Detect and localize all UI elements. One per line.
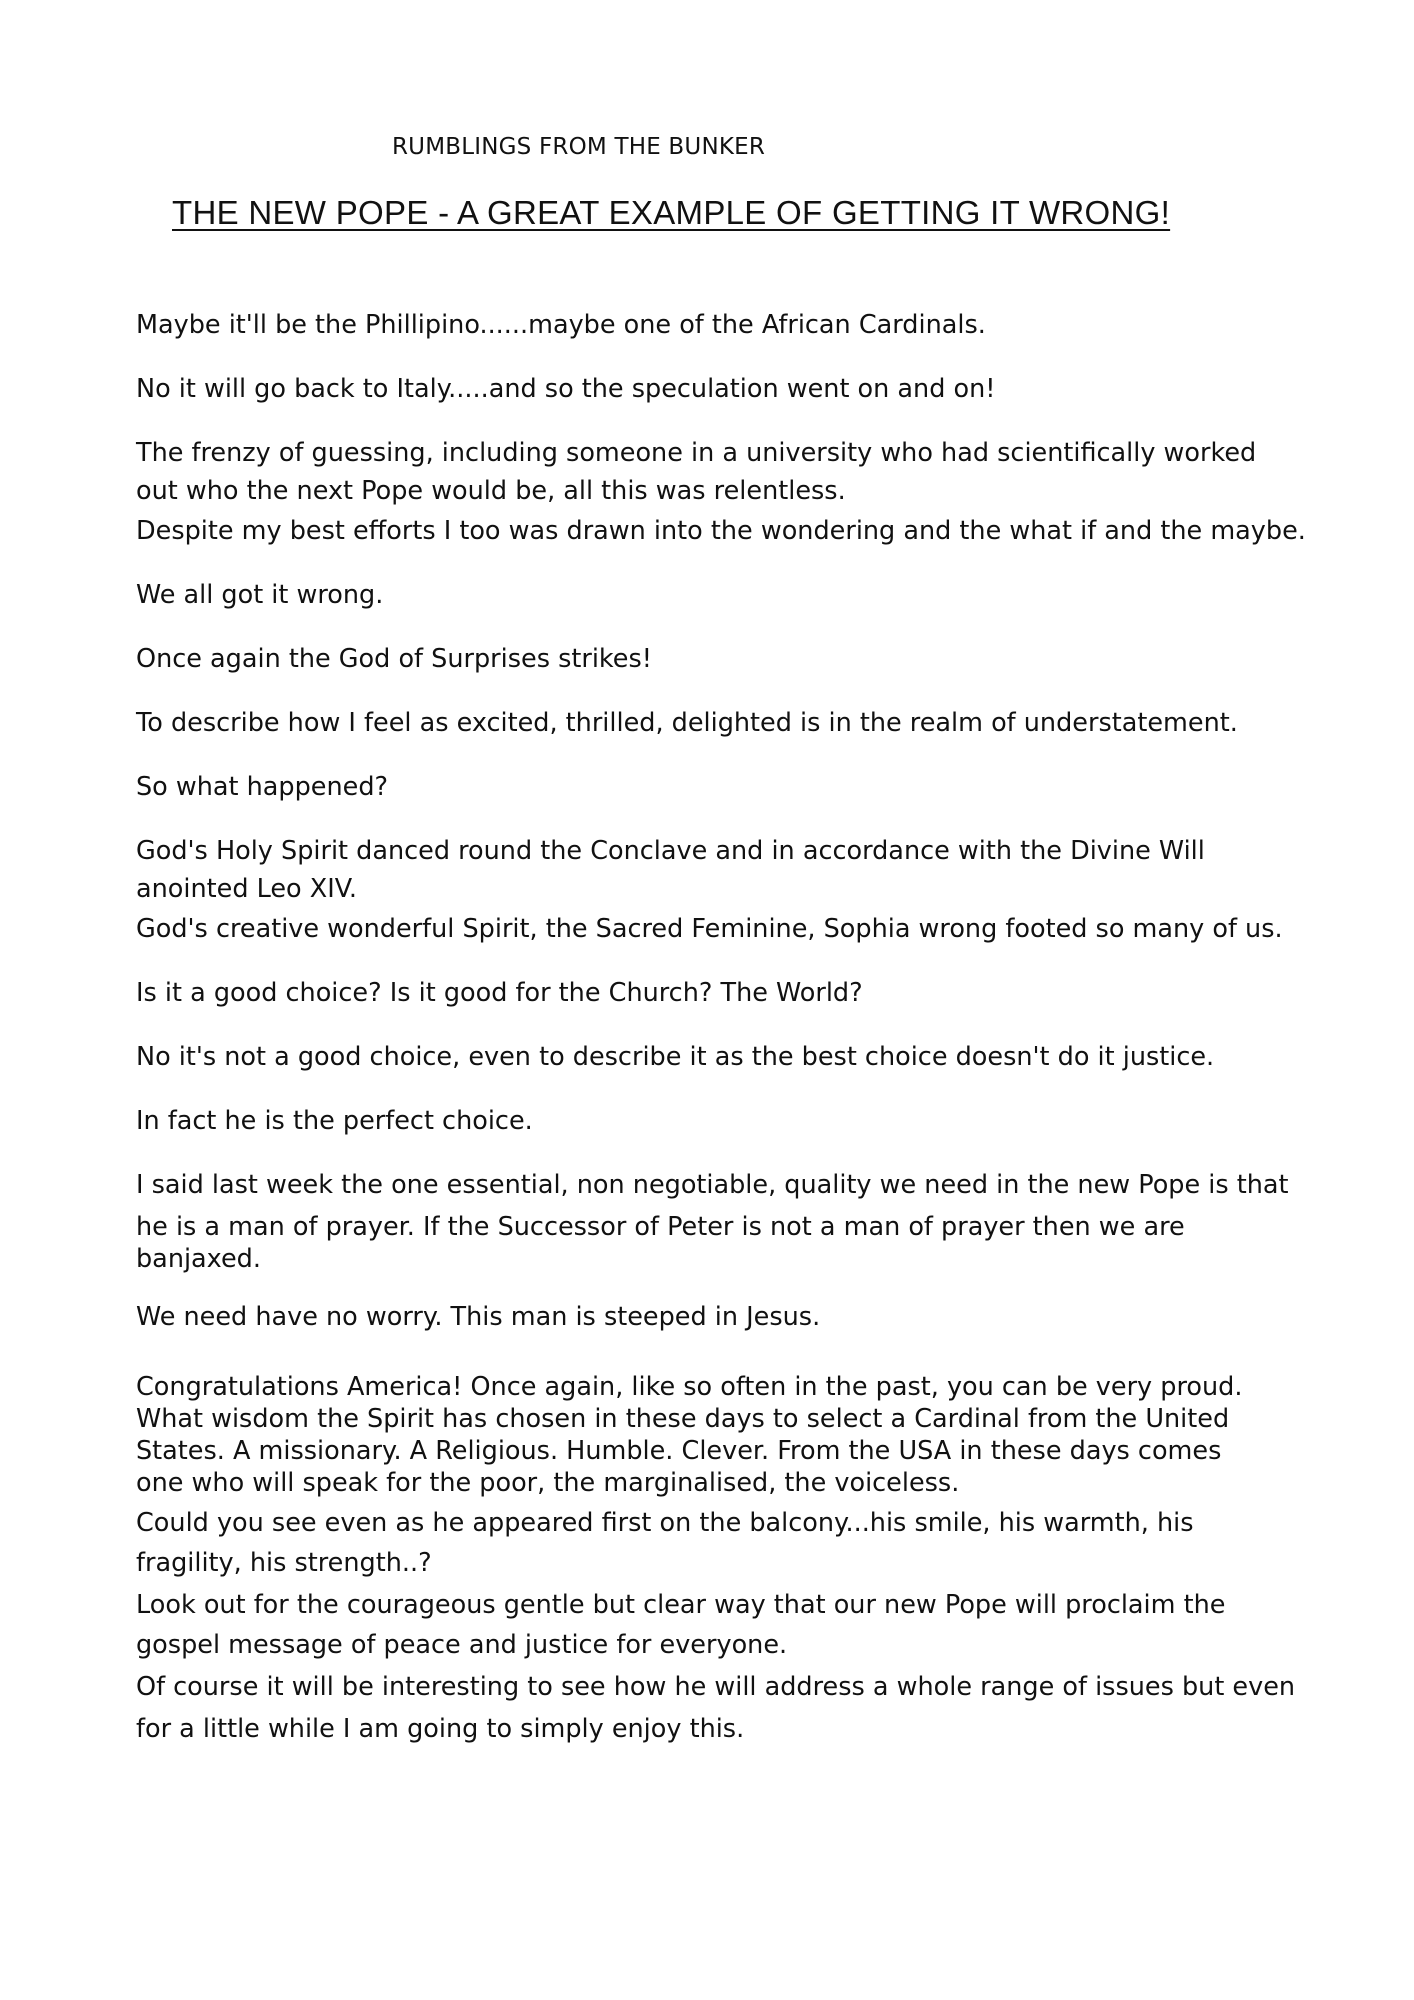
body-line: fragility, his strength..?: [136, 1548, 432, 1578]
body-line: Is it a good choice? Is it good for the Church? The World?: [136, 978, 863, 1008]
body-line: God's creative wonderful Spirit, the Sacred Feminine, Sophia wrong footed so many of us.: [136, 914, 1283, 944]
body-line: No it will go back to Italy.....and so the speculation went on and on!: [136, 374, 996, 404]
body-line: What wisdom the Spirit has chosen in these days to select a Cardinal from the United: [136, 1404, 1230, 1434]
body-line: To describe how I feel as excited, thrilled, delighted is in the realm of understatement.: [136, 708, 1238, 738]
body-line: We all got it wrong.: [136, 580, 384, 610]
body-line: anointed Leo XIV.: [136, 874, 358, 904]
body-line: Of course it will be interesting to see how he will address a whole range of issues but even: [136, 1672, 1296, 1702]
body-line: banjaxed.: [136, 1244, 261, 1274]
body-line: for a little while I am going to simply enjoy this.: [136, 1714, 745, 1744]
body-line: We need have no worry. This man is steeped in Jesus.: [136, 1302, 821, 1332]
body-line: one who will speak for the poor, the marginalised, the voiceless.: [136, 1468, 960, 1498]
body-line: God's Holy Spirit danced round the Conclave and in accordance with the Divine Will: [136, 836, 1205, 866]
body-line: I said last week the one essential, non negotiable, quality we need in the new Pope is that: [136, 1170, 1289, 1200]
body-line: So what happened?: [136, 772, 389, 802]
body-line: Once again the God of Surprises strikes!: [136, 644, 652, 674]
body-line: Despite my best efforts I too was drawn into the wondering and the what if and the maybe.: [136, 516, 1306, 546]
body-line: Look out for the courageous gentle but clear way that our new Pope will proclaim the: [136, 1590, 1226, 1620]
body-line: In fact he is the perfect choice.: [136, 1106, 533, 1136]
body-line: States. A missionary. A Religious. Humble. Clever. From the USA in these days comes: [136, 1436, 1222, 1466]
body-line: Could you see even as he appeared first on the balcony...his smile, his warmth, his: [136, 1508, 1194, 1538]
body-line: gospel message of peace and justice for everyone.: [136, 1630, 788, 1660]
body-line: Maybe it'll be the Phillipino......maybe one of the African Cardinals.: [136, 310, 986, 340]
body-line: he is a man of prayer. If the Successor of Peter is not a man of prayer then we are: [136, 1212, 1185, 1242]
document-title: THE NEW POPE - A GREAT EXAMPLE OF GETTING IT WRONG!: [172, 194, 1171, 231]
body-line: out who the next Pope would be, all this was relentless.: [136, 476, 846, 506]
document-kicker: RUMBLINGS FROM THE BUNKER: [392, 134, 766, 160]
body-line: No it's not a good choice, even to describe it as the best choice doesn't do it justice.: [136, 1042, 1215, 1072]
body-line: Congratulations America! Once again, like so often in the past, you can be very proud.: [136, 1372, 1243, 1402]
body-line: The frenzy of guessing, including someone in a university who had scientifically worked: [136, 438, 1257, 468]
